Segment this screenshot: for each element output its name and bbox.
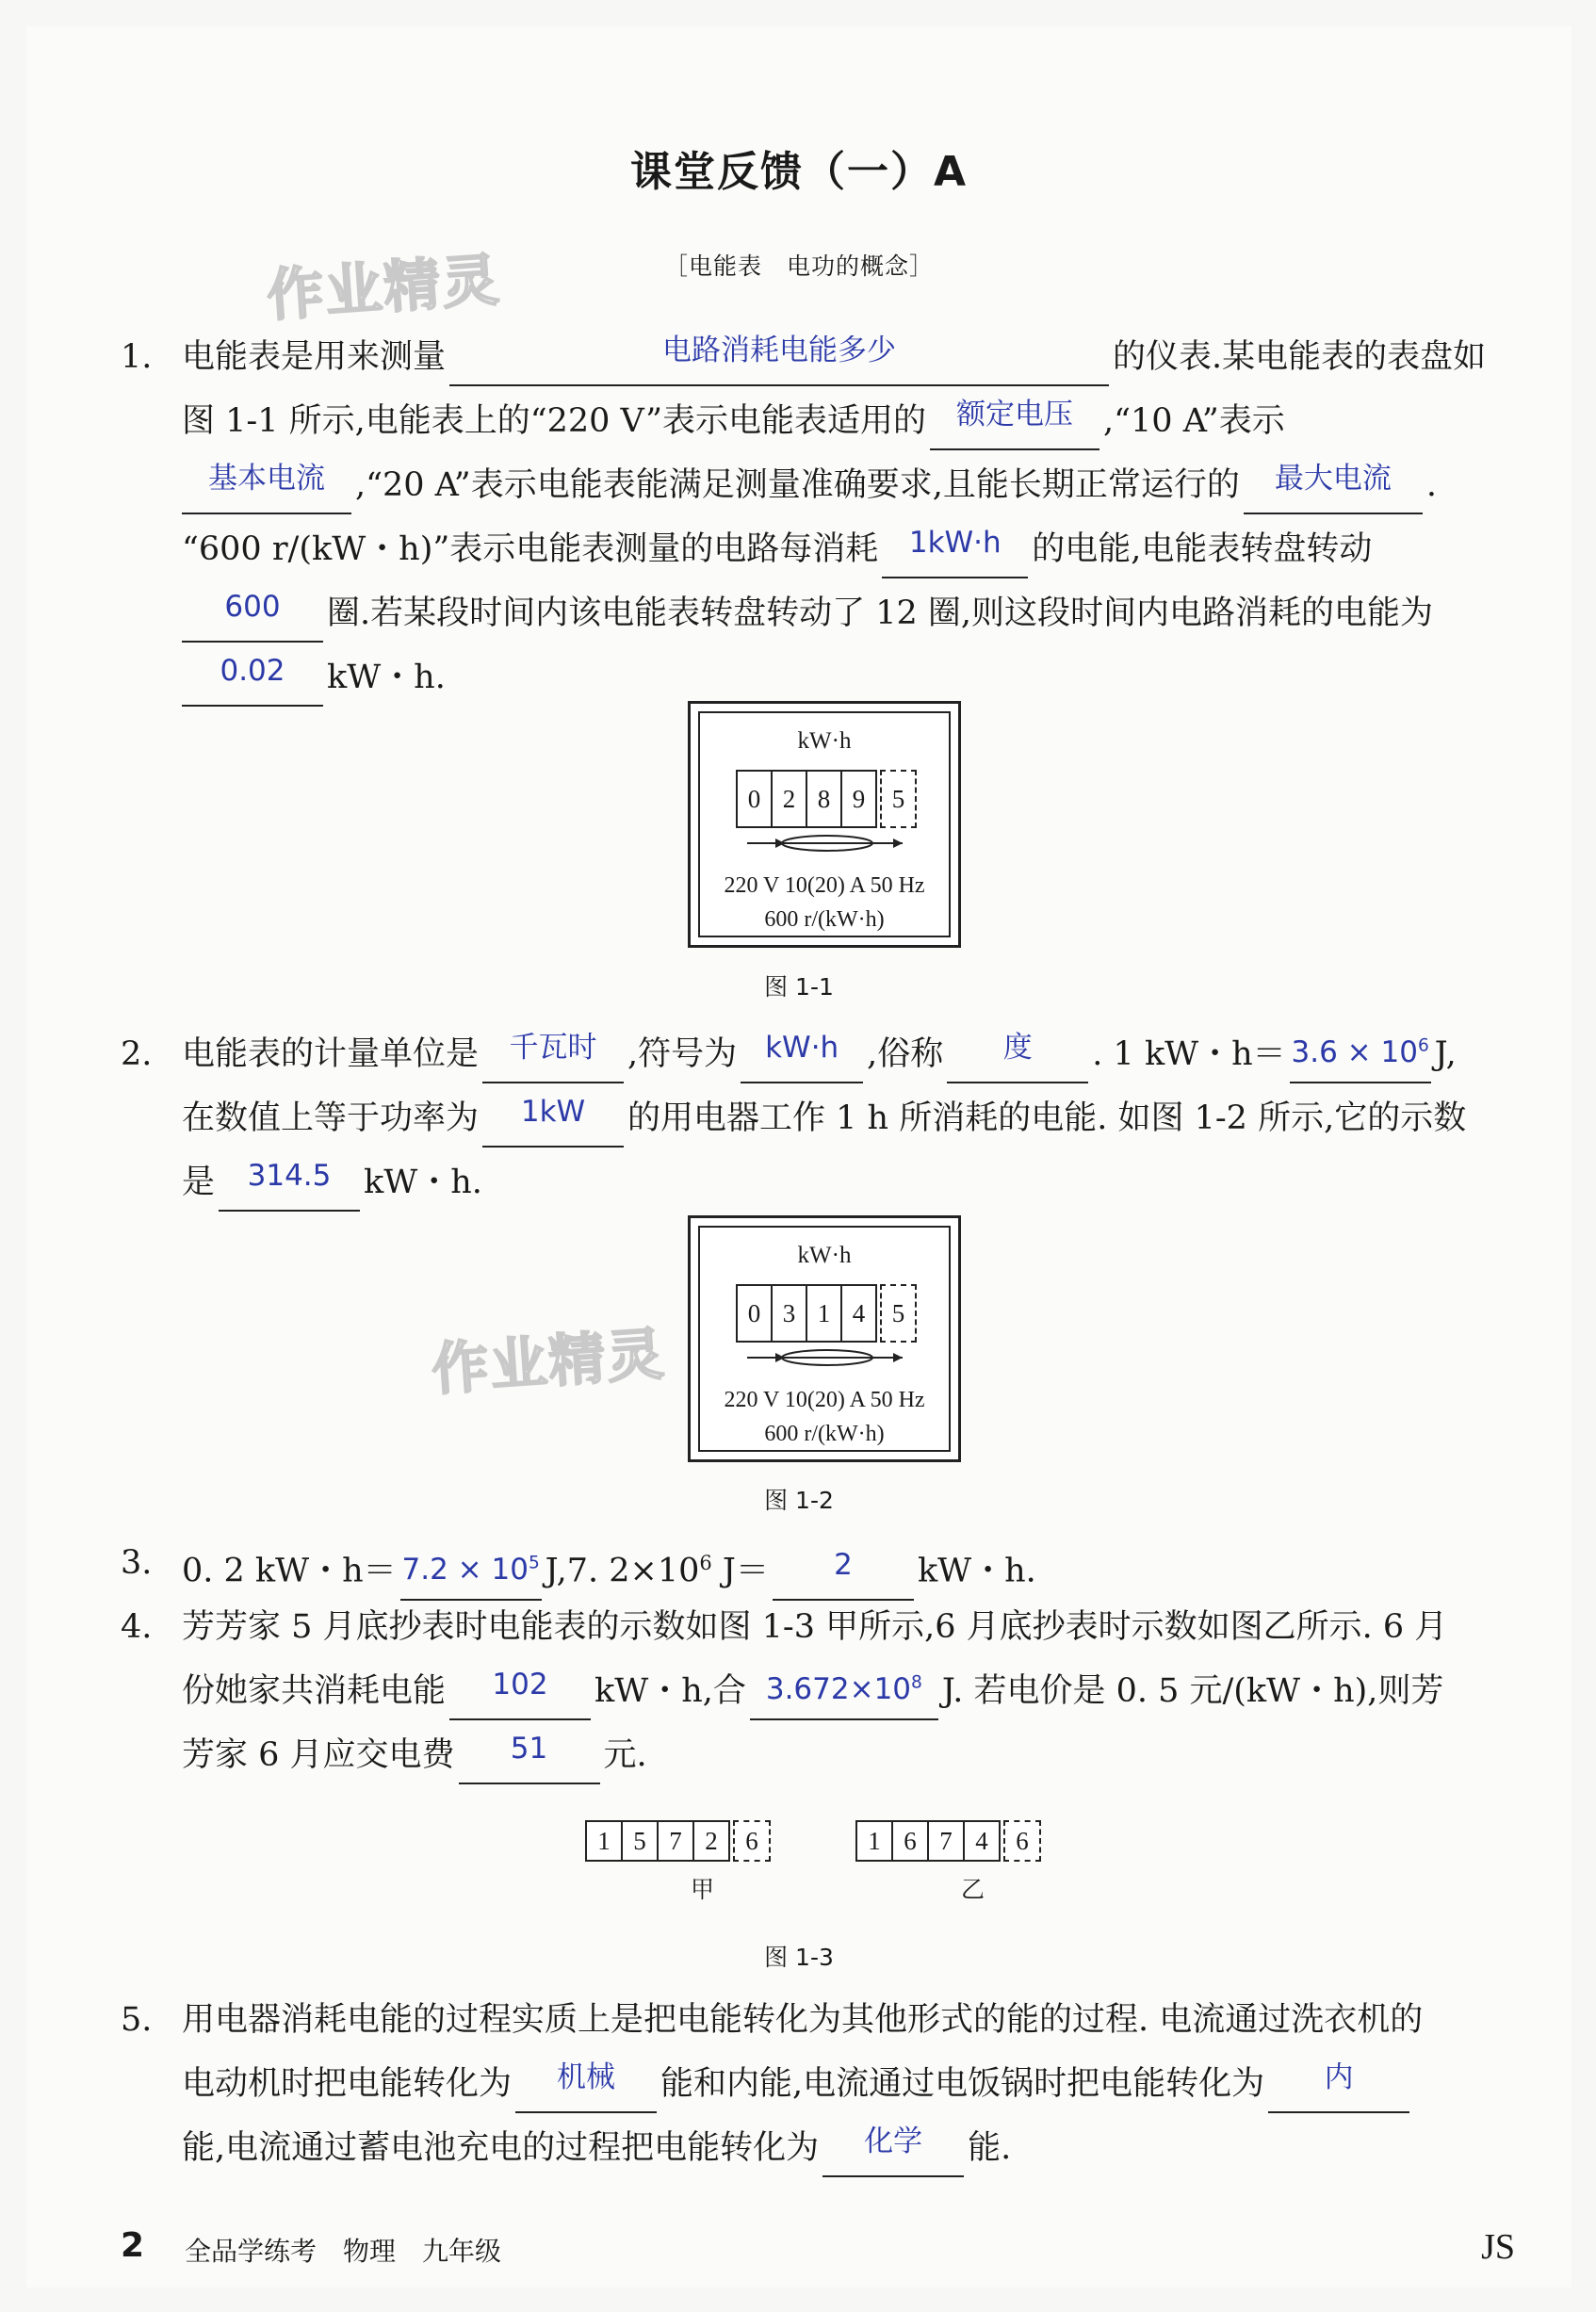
meter-digit-decimal: 5 bbox=[880, 1284, 917, 1343]
q1-line-2: 图 1-1 所示,电能表上的“220 V”表示电能表适用的 额定电压 ,“10 A”表示 bbox=[182, 392, 1285, 450]
question-number: 2. bbox=[121, 1035, 153, 1073]
handwritten-answer: 314.5 bbox=[247, 1159, 332, 1193]
question-number: 1. bbox=[121, 338, 153, 376]
q2-line-2: 在数值上等于功率为 1kW 的用电器工作 1 h 所消耗的电能. 如图 1-2 所示,它的示数 bbox=[182, 1089, 1466, 1148]
section-subtitle: ［电能表 电功的概念］ bbox=[663, 252, 934, 280]
meter-digit: 1 bbox=[855, 1820, 893, 1862]
figure-label-yi: 乙 bbox=[961, 1876, 985, 1903]
meter-digit: 5 bbox=[621, 1820, 659, 1862]
meter-digit: 0 bbox=[736, 1284, 773, 1343]
answer-blank[interactable] bbox=[482, 1033, 624, 1083]
meter-reading-jia bbox=[587, 1820, 771, 1860]
handwritten-answer: 额定电压 bbox=[956, 398, 1074, 431]
answer-blank[interactable] bbox=[1244, 464, 1423, 514]
answer-blank[interactable] bbox=[741, 1033, 863, 1083]
q5-line-3: 能,电流通过蓄电池充电的过程把电能转化为 化学 能. bbox=[182, 2119, 1011, 2177]
q3-line-1: 0. 2 kW・$h= 7.2 \times 10^5$ J,7. $2\times 10^6$ J＝ 2 kW・h. bbox=[182, 1534, 1036, 1592]
meter-digits bbox=[738, 1284, 917, 1341]
meter-digit: 7 bbox=[927, 1820, 965, 1862]
meter-digit: 2 bbox=[771, 770, 807, 828]
meter-digit-decimal: 6 bbox=[733, 1820, 771, 1862]
figure-label-jia: 甲 bbox=[691, 1876, 715, 1903]
question-number: 3. bbox=[121, 1544, 153, 1582]
answer-blank[interactable] bbox=[182, 656, 323, 707]
meter-digit: 4 bbox=[840, 1284, 877, 1343]
handwritten-answer: 0.02 bbox=[220, 654, 285, 688]
edition-code: JS bbox=[1481, 2227, 1515, 2267]
rotating-disc-icon bbox=[747, 1348, 907, 1367]
answer-blank[interactable] bbox=[822, 2126, 964, 2177]
q4-line-2: 份她家共消耗电能 102 kW・h,合 $3.672\times 10^8$ J. 若电价是 0. 5 元/(kW・h),则芳 bbox=[182, 1662, 1443, 1720]
meter-digit: 8 bbox=[806, 770, 842, 828]
meter-digit: 1 bbox=[585, 1820, 623, 1862]
handwritten-answer: 机械 bbox=[557, 2060, 616, 2094]
meter-digit: 9 bbox=[840, 770, 877, 828]
answer-blank[interactable] bbox=[882, 528, 1028, 578]
meter-spec-rating: 220 V 10(20) A 50 Hz bbox=[724, 1388, 925, 1412]
q4-line-1: 芳芳家 5 月底抄表时电能表的示数如图 1-3 甲所示,6 月底抄表时示数如图乙所示. 6 月 bbox=[182, 1608, 1448, 1646]
rotating-disc-icon bbox=[747, 834, 907, 853]
figure-caption: 图 1-3 bbox=[764, 1944, 834, 1971]
q5-line-1: 用电器消耗电能的过程实质上是把电能转化为其他形式的能的过程. 电流通过洗衣机的 bbox=[182, 2001, 1424, 2039]
watermark-logo: 作业精灵 bbox=[265, 247, 503, 330]
figure-caption: 图 1-1 bbox=[764, 973, 834, 1001]
handwritten-answer: 度 bbox=[1002, 1031, 1033, 1065]
meter-digit: 6 bbox=[891, 1820, 929, 1862]
answer-blank[interactable] bbox=[449, 1669, 591, 1720]
meter-digit-decimal: 6 bbox=[1003, 1820, 1041, 1862]
answer-blank[interactable] bbox=[515, 2062, 657, 2113]
question-number: 4. bbox=[121, 1608, 153, 1646]
worksheet-page bbox=[26, 26, 1572, 2288]
electric-meter-figure-2 bbox=[688, 1215, 961, 1462]
book-title: 全品学练考 物理 九年级 bbox=[185, 2236, 502, 2267]
answer-blank[interactable] bbox=[182, 592, 323, 643]
handwritten-answer: $7.2 \times 10^5$ bbox=[401, 1552, 540, 1587]
meter-digit: 7 bbox=[657, 1820, 694, 1862]
q1-line-4: “600 r/(kW・h)”表示电能表测量的电路每消耗 1kW·h 的电能,电能表转盘转动 bbox=[182, 520, 1372, 578]
question-number: 5. bbox=[121, 2001, 153, 2039]
meter-digit: 1 bbox=[806, 1284, 842, 1343]
answer-blank[interactable] bbox=[1268, 2062, 1409, 2113]
handwritten-answer: 51 bbox=[510, 1732, 548, 1766]
q1-line-6: 0.02 kW・h. bbox=[182, 648, 446, 707]
q2-line-3: 是 314.5 kW・h. bbox=[182, 1153, 482, 1212]
answer-blank[interactable] bbox=[947, 1033, 1088, 1083]
meter-unit: kW·h bbox=[797, 1243, 852, 1268]
meter-digit: 0 bbox=[736, 770, 773, 828]
page-number: 2 bbox=[121, 2226, 145, 2265]
answer-blank[interactable] bbox=[773, 1547, 914, 1601]
q2-line-1: 电能表的计量单位是 千瓦时 ,符号为 kW·h ,俗称 度 . 1 kW・$h= 3.6 \times 10^6$ J, bbox=[182, 1025, 1457, 1083]
answer-blank[interactable] bbox=[459, 1734, 600, 1784]
meter-digit: 2 bbox=[692, 1820, 730, 1862]
watermark-logo: 作业精灵 bbox=[430, 1321, 668, 1404]
q5-line-2: 电动机时把电能转化为 机械 能和内能,电流通过电饭锅时把电能转化为 内 bbox=[182, 2055, 1413, 2113]
meter-digits bbox=[738, 770, 917, 826]
meter-spec-revolutions: 600 r/(kW·h) bbox=[764, 1422, 885, 1446]
handwritten-answer: 1kW bbox=[520, 1095, 586, 1129]
meter-unit: kW·h bbox=[797, 728, 852, 754]
q1-line-5: 600 圈.若某段时间内该电能表转盘转动了 12 圈,则这段时间内电路消耗的电能为 bbox=[182, 584, 1433, 643]
answer-blank[interactable] bbox=[400, 1550, 542, 1601]
handwritten-answer: $3.6 \times 10^6$ bbox=[1291, 1035, 1429, 1070]
figure-caption: 图 1-2 bbox=[764, 1487, 834, 1514]
electric-meter-figure-1 bbox=[688, 701, 961, 948]
handwritten-answer: 1kW·h bbox=[908, 526, 1002, 560]
handwritten-answer: kW·h bbox=[765, 1031, 839, 1065]
q4-line-3: 芳家 6 月应交电费 51 元. bbox=[182, 1726, 647, 1784]
answer-blank[interactable] bbox=[930, 399, 1099, 450]
handwritten-answer: 千瓦时 bbox=[509, 1031, 597, 1065]
q1-line-1: 电能表是用来测量 电路消耗电能多少 的仪表.某电能表的表盘如 bbox=[182, 328, 1486, 386]
handwritten-answer: $3.672\times 10^8$ bbox=[765, 1672, 922, 1707]
answer-blank[interactable] bbox=[1290, 1033, 1431, 1083]
meter-spec-rating: 220 V 10(20) A 50 Hz bbox=[724, 873, 925, 898]
handwritten-answer: 600 bbox=[224, 590, 281, 624]
handwritten-answer: 2 bbox=[834, 1547, 853, 1582]
meter-spec-revolutions: 600 r/(kW·h) bbox=[764, 907, 885, 932]
answer-blank[interactable] bbox=[750, 1669, 938, 1720]
handwritten-answer: 化学 bbox=[864, 2125, 923, 2158]
answer-blank[interactable] bbox=[482, 1097, 624, 1148]
meter-digit: 3 bbox=[771, 1284, 807, 1343]
answer-blank[interactable] bbox=[182, 464, 351, 514]
handwritten-answer: 102 bbox=[492, 1668, 548, 1701]
handwritten-answer: 基本电流 bbox=[208, 462, 325, 496]
answer-blank[interactable] bbox=[449, 335, 1109, 386]
q1-line-3: 基本电流 ,“20 A”表示电能表能满足测量准确要求,且能长期正常运行的 最大电流 . bbox=[182, 456, 1437, 514]
meter-digit: 4 bbox=[963, 1820, 1001, 1862]
handwritten-answer: 电路消耗电能多少 bbox=[662, 334, 897, 367]
meter-reading-yi bbox=[857, 1820, 1041, 1860]
handwritten-answer: 内 bbox=[1324, 2060, 1354, 2094]
meter-digit-decimal: 5 bbox=[880, 770, 917, 828]
handwritten-answer: 最大电流 bbox=[1274, 462, 1392, 496]
page-title: 课堂反馈（一）A bbox=[629, 148, 969, 196]
answer-blank[interactable] bbox=[219, 1161, 360, 1212]
